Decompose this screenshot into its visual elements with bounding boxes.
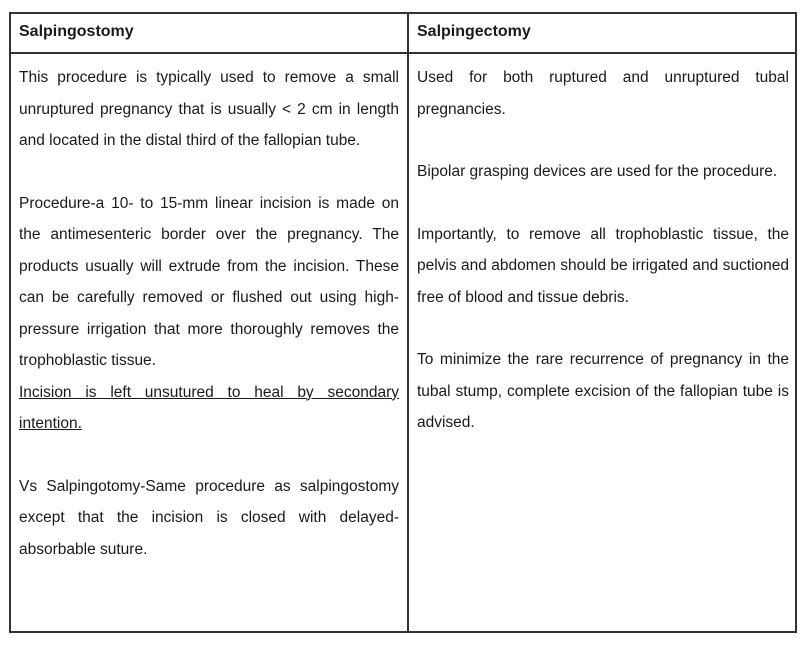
salpingectomy-indication: Used for both ruptured and unruptured tubal pregnancies. xyxy=(417,69,789,118)
salpingostomy-header: Salpingostomy xyxy=(19,23,134,40)
salpingectomy-devices: Bipolar grasping devices are used for the procedure. xyxy=(417,163,778,180)
comparison-table xyxy=(9,12,797,633)
salpingectomy-excision: To minimize the rare recurrence of pregnancy in the tubal stump, complete excision of the fallopian tube is advised. xyxy=(417,351,789,431)
header-divider xyxy=(11,52,795,54)
salpingectomy-header: Salpingectomy xyxy=(417,23,531,40)
salpingostomy-procedure: Procedure-a 10- to 15-mm linear incision is made on the antimesenteric border over the pregnancy. The products usually will extrude from the incision. These can be carefully removed or flushed out using high-pressure irrigation that more thoroughly removes the trophoblastic tissue. xyxy=(19,194,399,369)
salpingectomy-cell xyxy=(417,62,789,439)
column-divider xyxy=(407,14,409,631)
salpingotomy-comparison: Vs Salpingotomy-Same procedure as salpingostomy except that the incision is closed with delayed-absorbable suture. xyxy=(19,477,399,558)
salpingostomy-closure-note: Incision is left unsutured to heal by secondary intention. xyxy=(19,383,399,432)
salpingostomy-indication: This procedure is typically used to remove a small unruptured pregnancy that is usually < 2 cm in length and located in the distal third of the fallopian tube. xyxy=(19,69,399,149)
salpingectomy-irrigation: Importantly, to remove all trophoblastic tissue, the pelvis and abdomen should be irrigated and suctioned free of blood and tissue debris. xyxy=(417,225,789,306)
salpingostomy-cell xyxy=(19,62,399,565)
